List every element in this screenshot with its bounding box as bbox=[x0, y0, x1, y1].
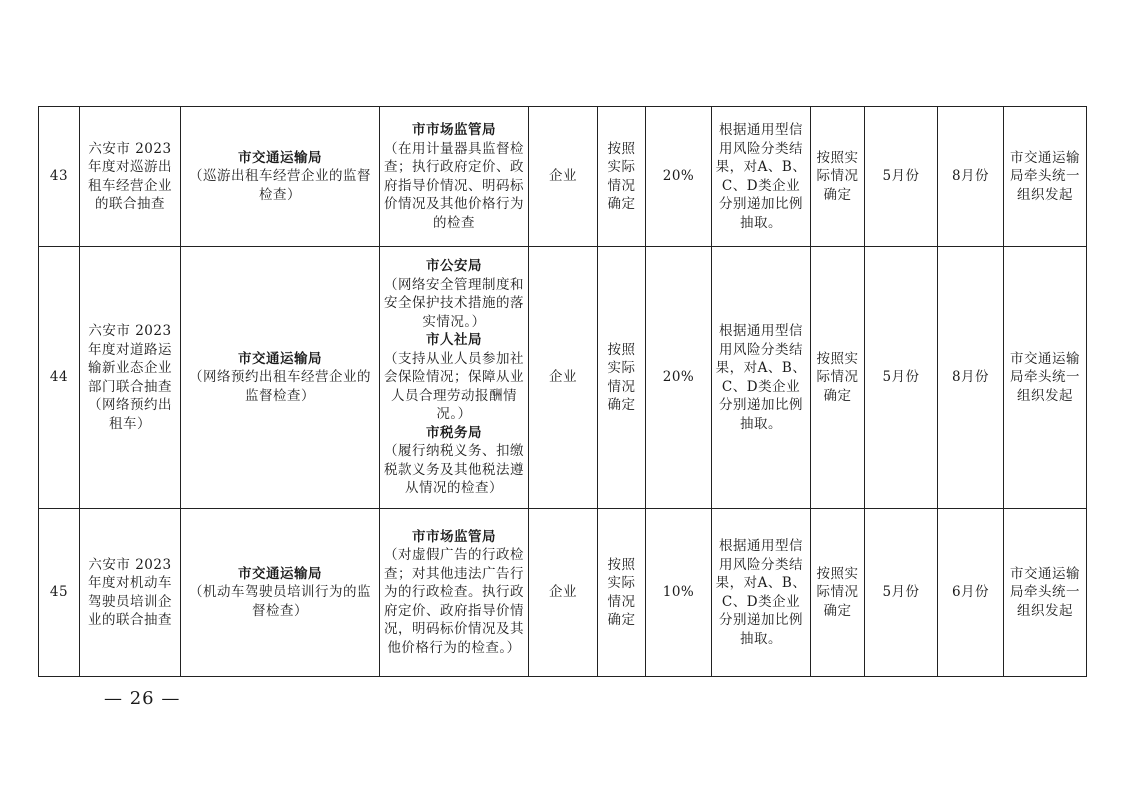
lead-detail: （机动车驾驶员培训行为的监督检查） bbox=[189, 584, 371, 619]
lead-department bbox=[181, 509, 380, 677]
lead-department bbox=[181, 107, 380, 247]
inspection-target: 企业 bbox=[529, 509, 598, 677]
cooperating-departments bbox=[380, 107, 529, 247]
table-row bbox=[39, 247, 1087, 509]
lead-unit: 市交通运输局 bbox=[238, 565, 322, 582]
inspection-method: 按照实际情况确定 bbox=[598, 247, 646, 509]
sampling-ratio: 10% bbox=[646, 509, 712, 677]
task-name: 六安市 2023 年度对机动车驾驶员培训企业的联合抽查 bbox=[80, 509, 181, 677]
lead-department bbox=[181, 247, 380, 509]
inspection-method: 按照实际情况确定 bbox=[598, 107, 646, 247]
coop-detail: （履行纳税义务、扣缴税款义务及其他税法遵从情况的检查） bbox=[384, 443, 524, 497]
coop-unit: 市税务局 bbox=[426, 424, 482, 441]
inspection-target: 企业 bbox=[529, 107, 598, 247]
sampling-rule: 根据通用型信用风险分类结果，对A、B、C、D类企业分别递加比例抽取。 bbox=[712, 509, 811, 677]
joint-inspection-table bbox=[38, 106, 1087, 677]
table-row bbox=[39, 509, 1087, 677]
cooperating-departments bbox=[380, 247, 529, 509]
remark: 市交通运输局牵头统一组织发起 bbox=[1004, 509, 1087, 677]
row-number: 45 bbox=[39, 509, 80, 677]
coop-detail: （在用计量器具监督检查；执行政府定价、政府指导价情况、明码标价情况及其他价格行为的检查 bbox=[384, 140, 524, 231]
start-time: 5月份 bbox=[865, 509, 938, 677]
sampling-rule: 根据通用型信用风险分类结果，对A、B、C、D类企业分别递加比例抽取。 bbox=[712, 107, 811, 247]
sampling-ratio: 20% bbox=[646, 247, 712, 509]
start-time: 5月份 bbox=[865, 107, 938, 247]
sampling-ratio: 20% bbox=[646, 107, 712, 247]
task-name: 六安市 2023 年度对巡游出租车经营企业的联合抽查 bbox=[80, 107, 181, 247]
inspection-frequency: 按照实际情况确定 bbox=[811, 107, 865, 247]
cooperating-departments bbox=[380, 509, 529, 677]
lead-detail: （网络预约出租车经营企业的监督检查） bbox=[189, 369, 371, 404]
inspection-frequency: 按照实际情况确定 bbox=[811, 509, 865, 677]
inspection-frequency: 按照实际情况确定 bbox=[811, 247, 865, 509]
coop-unit: 市市场监管局 bbox=[412, 122, 496, 138]
coop-detail: （支持从业人员参加社会保险情况；保障从业人员合理劳动报酬情况。） bbox=[384, 350, 524, 423]
coop-detail: （对虚假广告的行政检查；对其他违法广告行为的行政检查。执行政府定价、政府指导价情况，明码标价情况及其他价格行为的检查。） bbox=[384, 547, 524, 656]
lead-detail: （巡游出租车经营企业的监督检查） bbox=[189, 168, 371, 203]
coop-unit: 市人社局 bbox=[426, 332, 482, 349]
table-row bbox=[39, 107, 1087, 247]
coop-detail: （网络安全管理制度和安全保护技术措施的落实情况。） bbox=[384, 276, 524, 330]
lead-unit: 市交通运输局 bbox=[238, 350, 322, 367]
inspection-target: 企业 bbox=[529, 247, 598, 509]
end-time: 8月份 bbox=[938, 107, 1004, 247]
start-time: 5月份 bbox=[865, 247, 938, 509]
inspection-method: 按照实际情况确定 bbox=[598, 509, 646, 677]
row-number: 44 bbox=[39, 247, 80, 509]
coop-item bbox=[383, 424, 525, 498]
task-name: 六安市 2023 年度对道路运输新业态企业部门联合抽查（网络预约出租车） bbox=[80, 247, 181, 509]
row-number: 43 bbox=[39, 107, 80, 247]
page-number: — 26 — bbox=[104, 688, 181, 709]
end-time: 6月份 bbox=[938, 509, 1004, 677]
remark: 市交通运输局牵头统一组织发起 bbox=[1004, 247, 1087, 509]
coop-unit: 市公安局 bbox=[426, 258, 482, 275]
remark: 市交通运输局牵头统一组织发起 bbox=[1004, 107, 1087, 247]
end-time: 8月份 bbox=[938, 247, 1004, 509]
coop-unit: 市市场监管局 bbox=[412, 528, 496, 545]
sampling-rule: 根据通用型信用风险分类结果，对A、B、C、D类企业分别递加比例抽取。 bbox=[712, 247, 811, 509]
coop-item bbox=[383, 331, 525, 424]
lead-unit: 市交通运输局 bbox=[238, 149, 322, 166]
coop-item bbox=[383, 257, 525, 331]
